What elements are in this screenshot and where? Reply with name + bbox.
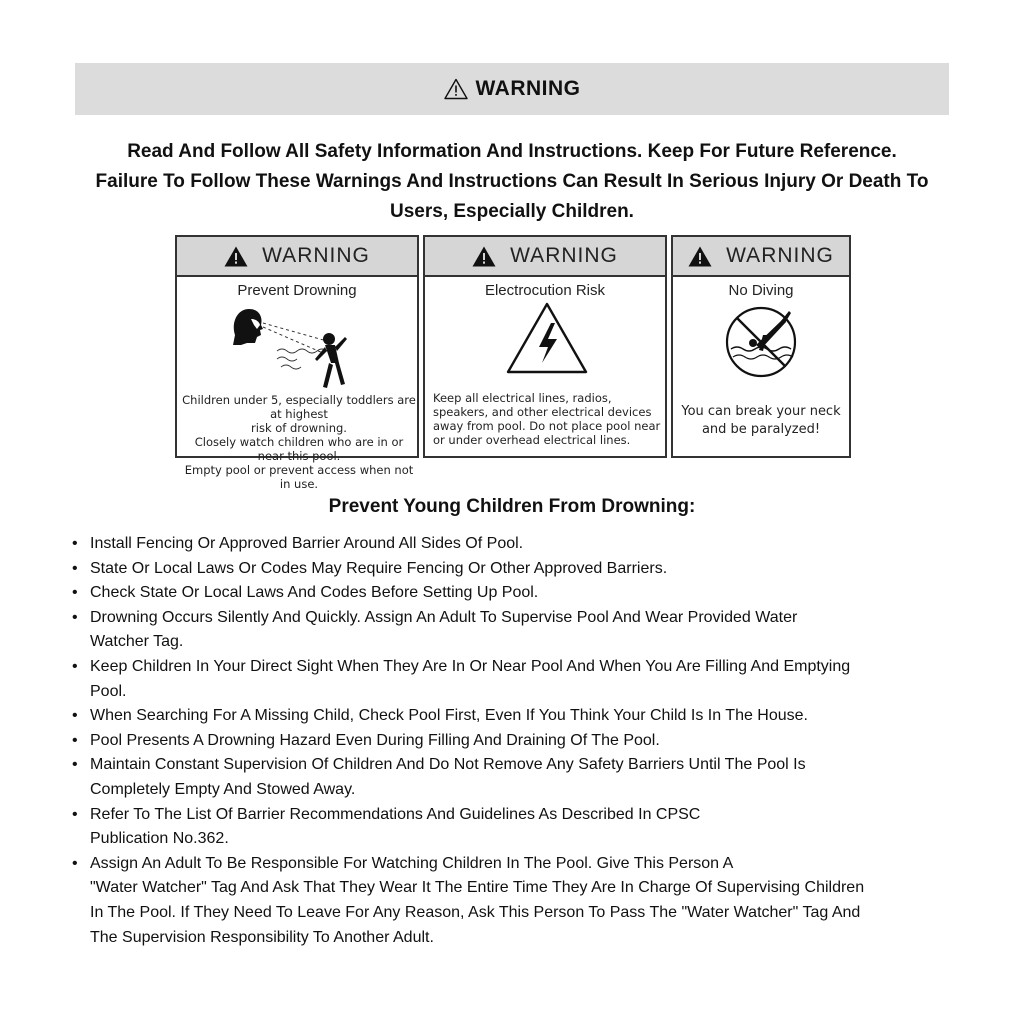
sign-body-line: Children under 5, especially toddlers are at highest bbox=[182, 393, 416, 421]
sign-body-line: or under overhead electrical lines. bbox=[433, 433, 631, 447]
sign-header bbox=[425, 237, 665, 277]
warning-signs-row bbox=[175, 235, 851, 491]
sign-body-line: risk of drowning. bbox=[251, 421, 347, 435]
sign-header bbox=[673, 237, 849, 277]
sign-body bbox=[433, 391, 663, 447]
sign-body-line: Empty pool or prevent access when not in use. bbox=[184, 463, 414, 491]
list-item: • Maintain Constant Supervision Of Children And Do Not Remove Any Safety Barriers Until The Pool Is Completely Empty And Stowed Away. bbox=[70, 753, 970, 802]
sign-body-line: speakers, and other electrical devices bbox=[433, 405, 652, 419]
intro-line: Failure To Follow These Warnings And Instructions Can Result In Serious Injury Or Death To bbox=[95, 171, 929, 192]
sign-title: Electrocution Risk bbox=[484, 282, 606, 299]
list-item: • When Searching For A Missing Child, Check Pool First, Even If You Think Your Child Is In The House. bbox=[70, 704, 970, 729]
list-item: • Check State Or Local Laws And Codes Before Setting Up Pool. bbox=[70, 581, 970, 606]
sign-electrocution-risk bbox=[423, 235, 667, 458]
sign-body-line: away from pool. Do not place pool near bbox=[433, 419, 661, 433]
warning-triangle-icon bbox=[224, 246, 248, 267]
banner-title: WARNING bbox=[475, 77, 581, 100]
sign-title: Prevent Drowning bbox=[237, 282, 357, 299]
warning-banner bbox=[75, 63, 949, 115]
sign-body bbox=[675, 403, 847, 439]
sign-body-line: Closely watch children who are in or near this pool. bbox=[194, 435, 404, 463]
adult-watching-child-icon bbox=[227, 301, 367, 397]
sign-header-label: WARNING bbox=[262, 244, 370, 267]
sign-header bbox=[177, 237, 417, 277]
warning-triangle-icon bbox=[472, 246, 496, 267]
warning-triangle-icon bbox=[444, 78, 468, 100]
list-item: • Keep Children In Your Direct Sight When They Are In Or Near Pool And When You Are Filling And Emptying Pool. bbox=[70, 655, 970, 704]
intro-line: Users, Especially Children. bbox=[390, 201, 634, 222]
no-diving-icon bbox=[723, 305, 801, 379]
list-item: • Install Fencing Or Approved Barrier Around All Sides Of Pool. bbox=[70, 532, 970, 557]
sign-body bbox=[181, 393, 417, 491]
list-item: • Refer To The List Of Barrier Recommendations And Guidelines As Described In CPSC Publication No.362. bbox=[70, 803, 970, 852]
sign-prevent-drowning bbox=[175, 235, 419, 491]
list-item: • Drowning Occurs Silently And Quickly. Assign An Adult To Supervise Pool And Wear Provided Water Watcher Tag. bbox=[70, 606, 970, 655]
safety-bullet-list bbox=[70, 532, 970, 950]
sign-title: No Diving bbox=[728, 282, 794, 299]
high-voltage-icon bbox=[505, 301, 589, 375]
warning-triangle-icon bbox=[688, 246, 712, 267]
sign-header-label: WARNING bbox=[510, 244, 618, 267]
sign-header-label: WARNING bbox=[726, 244, 834, 267]
list-item: • Pool Presents A Drowning Hazard Even During Filling And Draining Of The Pool. bbox=[70, 729, 970, 754]
section-title: Prevent Young Children From Drowning: bbox=[328, 496, 696, 517]
sign-body-line: Keep all electrical lines, radios, bbox=[433, 391, 612, 405]
list-item: • State Or Local Laws Or Codes May Require Fencing Or Other Approved Barriers. bbox=[70, 557, 970, 582]
sign-body-line: You can break your neck bbox=[681, 404, 841, 419]
list-item: • Assign An Adult To Be Responsible For Watching Children In The Pool. Give This Person A "Water Watcher" Tag And Ask That They Wear It The Entire Time They Are In Charge Of Supervising Children In The Pool. If They Need To Leave For Any Reason, Ask This Person To Pass The "Water Watcher" Tag And The Supervision Responsibility To Another Adult. bbox=[70, 852, 970, 950]
intro-paragraph bbox=[60, 137, 964, 227]
intro-line: Read And Follow All Safety Information And Instructions. Keep For Future Reference. bbox=[127, 141, 897, 162]
sign-body-line: and be paralyzed! bbox=[701, 422, 821, 437]
sign-no-diving bbox=[671, 235, 851, 458]
